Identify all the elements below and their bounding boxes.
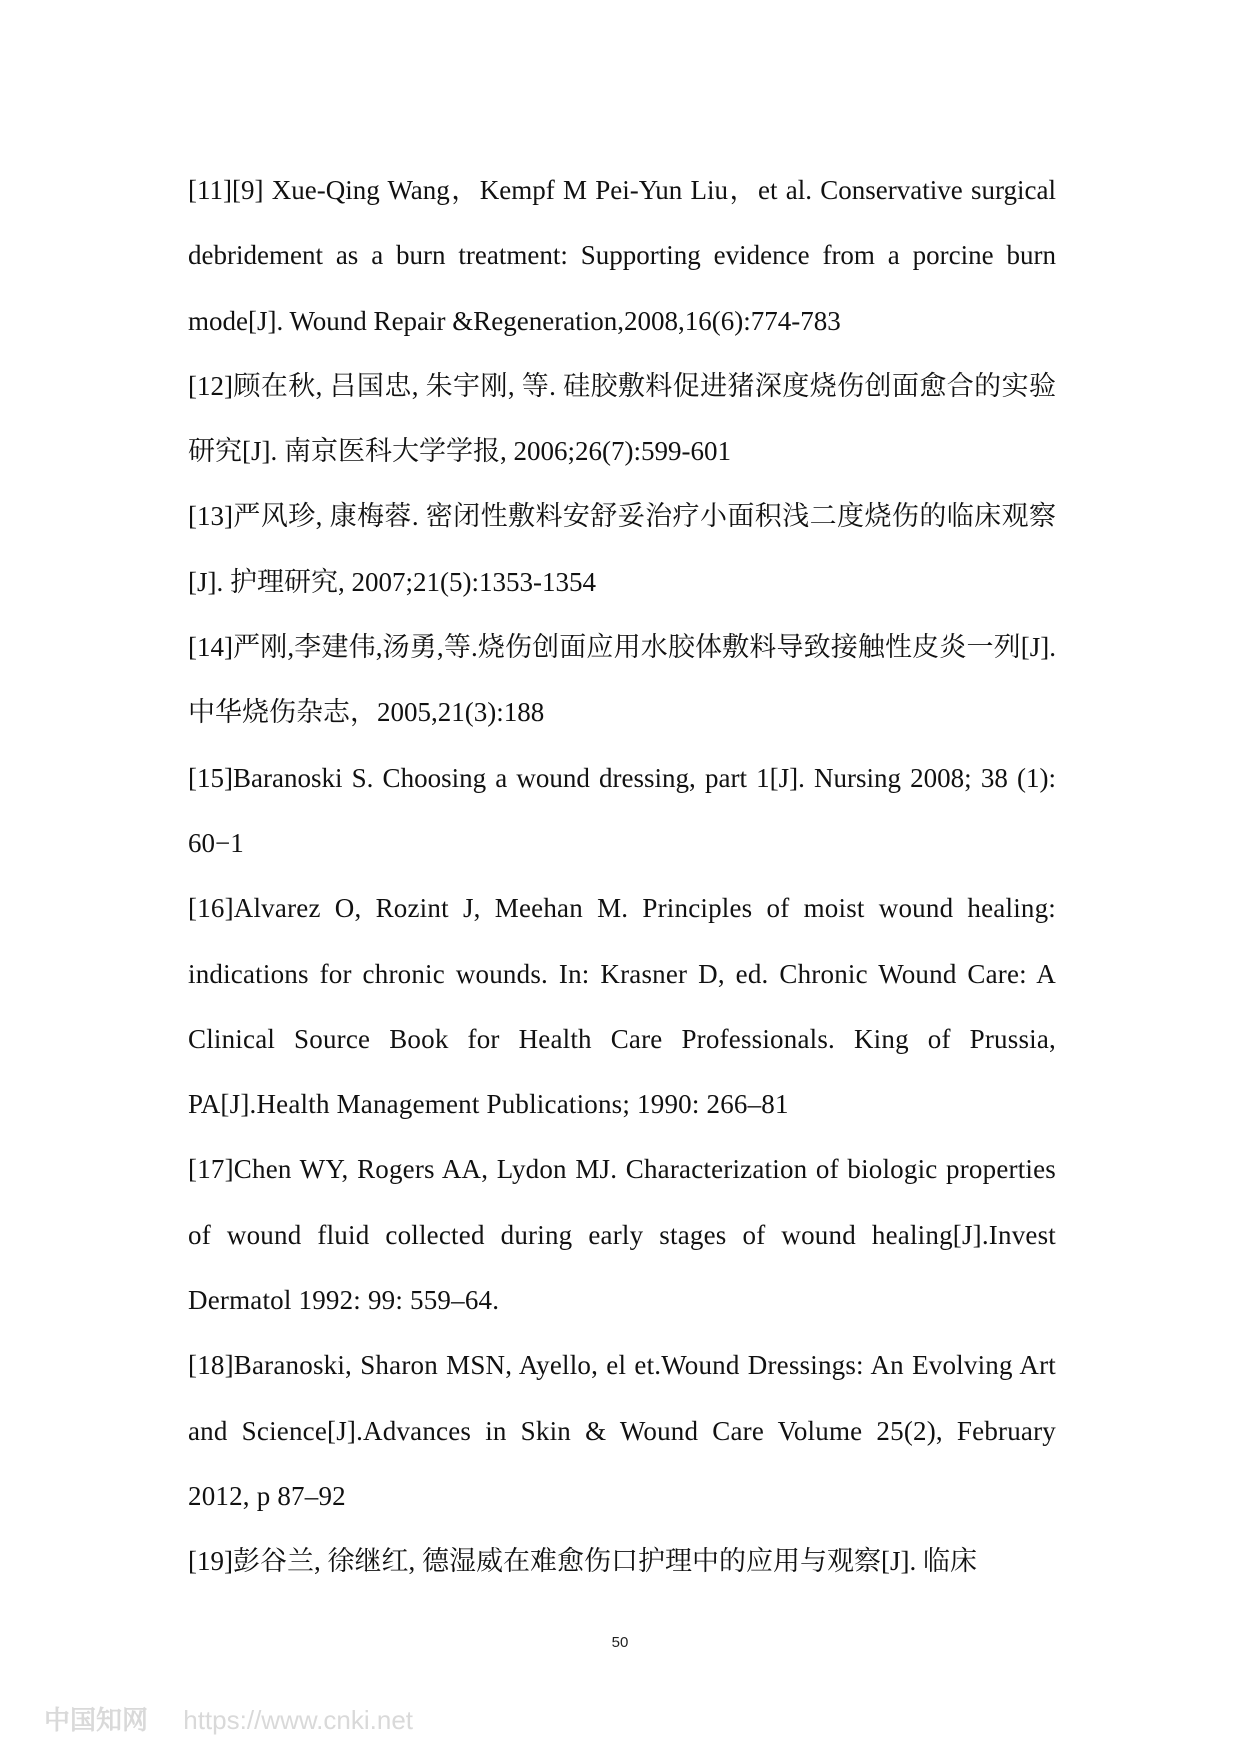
watermark-url: https://www.cnki.net <box>183 1705 414 1735</box>
reference-17: [17]Chen WY, Rogers AA, Lydon MJ. Characterization of biologic properties of wound fluid collected during early stages of wound healing[J].Invest Dermatol 1992: 99: 559–64. <box>188 1154 1056 1316</box>
watermark-logo: 中国知网 <box>44 1705 149 1735</box>
reference-16: [16]Alvarez O, Rozint J, Meehan M. Principles of moist wound healing: indications for chronic wounds. In: Krasner D, ed. Chronic Wound Care: A Clinical Source Book for Health Care Professionals. King of Prussia, PA[J].Health Management Publications; 1990: 266–81 <box>188 893 1056 1120</box>
page-number: 50 <box>611 1634 629 1651</box>
reference-19: [19]彭谷兰, 徐继红, 德湿威在难愈伤口护理中的应用与观察[J]. 临床 <box>188 1546 977 1577</box>
reference-11: [11][9] Xue-Qing Wang，Kempf M Pei-Yun Liu，et al. Conservative surgical debridement as a burn treatment: Supporting evidence from a porcine burn mode[J]. Wound Repair &Regeneration,2008,16(6):774-783 <box>188 175 1056 336</box>
reference-12: [12]顾在秋, 吕国忠, 朱宇刚, 等. 硅胶敷料促进猪深度烧伤创面愈合的实验研究[J]. 南京医科大学学报, 2006;26(7):599-601 <box>188 370 1056 467</box>
reference-18: [18]Baranoski, Sharon MSN, Ayello, el et.Wound Dressings: An Evolving Art and Science[J].Advances in Skin & Wound Care Volume 25(2), February 2012, p 87–92 <box>188 1350 1056 1511</box>
reference-15: [15]Baranoski S. Choosing a wound dressing, part 1[J]. Nursing 2008; 38 (1): 60−1 <box>188 762 1056 858</box>
reference-13: [13]严风珍, 康梅蓉. 密闭性敷料安舒妥治疗小面积浅二度烧伤的临床观察[J]. 护理研究, 2007;21(5):1353-1354 <box>188 501 1056 597</box>
reference-list <box>188 158 1056 1595</box>
cnki-watermark <box>44 1700 413 1737</box>
reference-14: [14]严刚,李建伟,汤勇,等.烧伤创面应用水胶体敷料导致接触性皮炎一列[J].中华烧伤杂志，2005,21(3):188 <box>188 632 1056 728</box>
